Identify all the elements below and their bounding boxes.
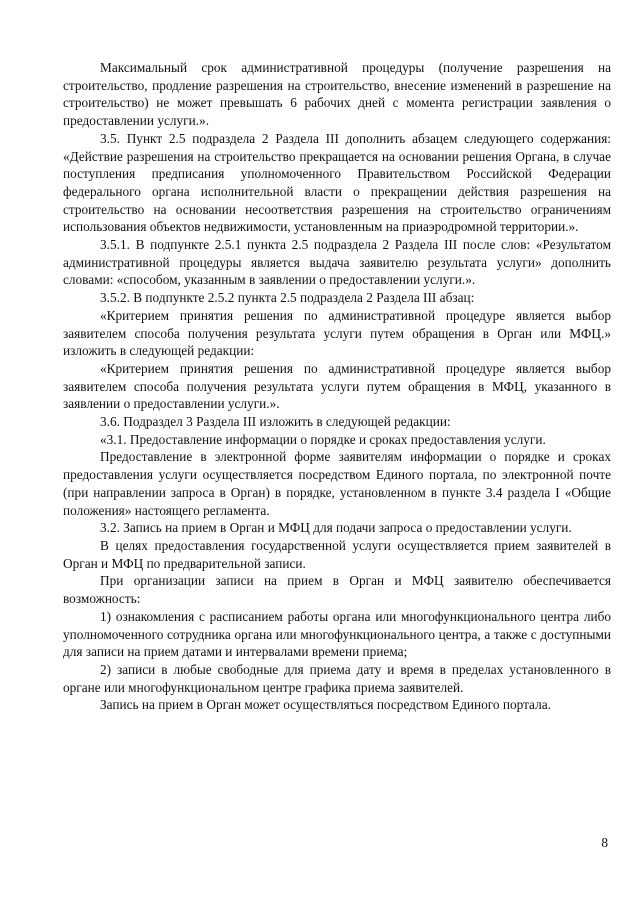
paragraph-3-6: 3.6. Подраздел 3 Раздела III изложить в следующей редакции: xyxy=(100,414,451,430)
paragraph-new-criterion: «Критерием принятия решения по административной процедуре является выбор заявителем способа получения результата услуги путем обращения в МФЦ, указанного в заявлении о предоставлении услуги.». xyxy=(63,360,611,412)
paragraph-3-2-heading: 3.2. Запись на прием в Орган и МФЦ для подачи запроса о предоставлении услуги. xyxy=(100,520,572,536)
paragraph-old-criterion: «Критерием принятия решения по административной процедуре является выбор заявителем способа получения результата услуги путем обращения в Орган или МФЦ.» изложить в следующей редакции: xyxy=(63,307,611,359)
paragraph-appointment-possibilities: При организации записи на прием в Орган и МФЦ заявителю обеспечивается возможность: xyxy=(63,573,611,607)
paragraph-3-5: 3.5. Пункт 2.5 подраздела 2 Раздела III дополнить абзацем следующего содержания: «Действие разрешения на строительство прекращается на основании решения Органа, в случае поступления предписания уполномоченного Правительством Российской Федерации федерального органа исполнительной власти о прекращении действия разрешения на строительство на основании несоответствия разрешения на строительство ограничениям использования объектов недвижимости, установленным на приаэродромной территории.». xyxy=(63,130,611,235)
paragraph-3-5-2: 3.5.2. В подпункте 2.5.2 пункта 2.5 подраздела 2 Раздела III абзац: xyxy=(100,290,475,306)
page-number: 8 xyxy=(601,835,608,850)
paragraph-3-1-heading: «3.1. Предоставление информации о порядке и сроках предоставления услуги. xyxy=(100,431,546,447)
paragraph-preliminary-appointment: В целях предоставления государственной услуги осуществляется прием заявителей в Орган и МФЦ по предварительной записи. xyxy=(63,537,611,571)
paragraph-3-5-1: 3.5.1. В подпункте 2.5.1 пункта 2.5 подраздела 2 Раздела III после слов: «Результатом административной процедуры является выдача заявителю результата услуги» дополнить словами: «способом, указанным в заявлении о предоставлении услуги.». xyxy=(63,237,611,288)
paragraph-max-term: Максимальный срок административной процедуры (получение разрешения на строительство, продление разрешения на строительство, внесение изменений в разрешение на строительство) не может превышать 6 рабочих дней с момента регистрации заявления о предоставлении услуги.». xyxy=(63,60,611,129)
paragraph-single-portal: Запись на прием в Орган может осуществляться посредством Единого портала. xyxy=(100,697,551,713)
document-body xyxy=(63,59,611,714)
list-item-2: 2) записи в любые свободные для приема дату и время в пределах установленного в органе или многофункциональном центре графика приема заявителей. xyxy=(63,661,611,695)
paragraph-electronic-info: Предоставление в электронной форме заявителям информации о порядке и сроках предоставления услуги осуществляется посредством Единого портала, по электронной почте (при направлении запроса в Орган) в порядке, установленном в пункте 3.4 раздела I «Общие положения» настоящего регламента. xyxy=(63,449,611,518)
list-item-1: 1) ознакомления с расписанием работы органа или многофункционального центра либо уполномоченного сотрудника органа или многофункционального центра, а также с доступными для записи на прием датами и интервалами времени приема; xyxy=(63,608,611,660)
